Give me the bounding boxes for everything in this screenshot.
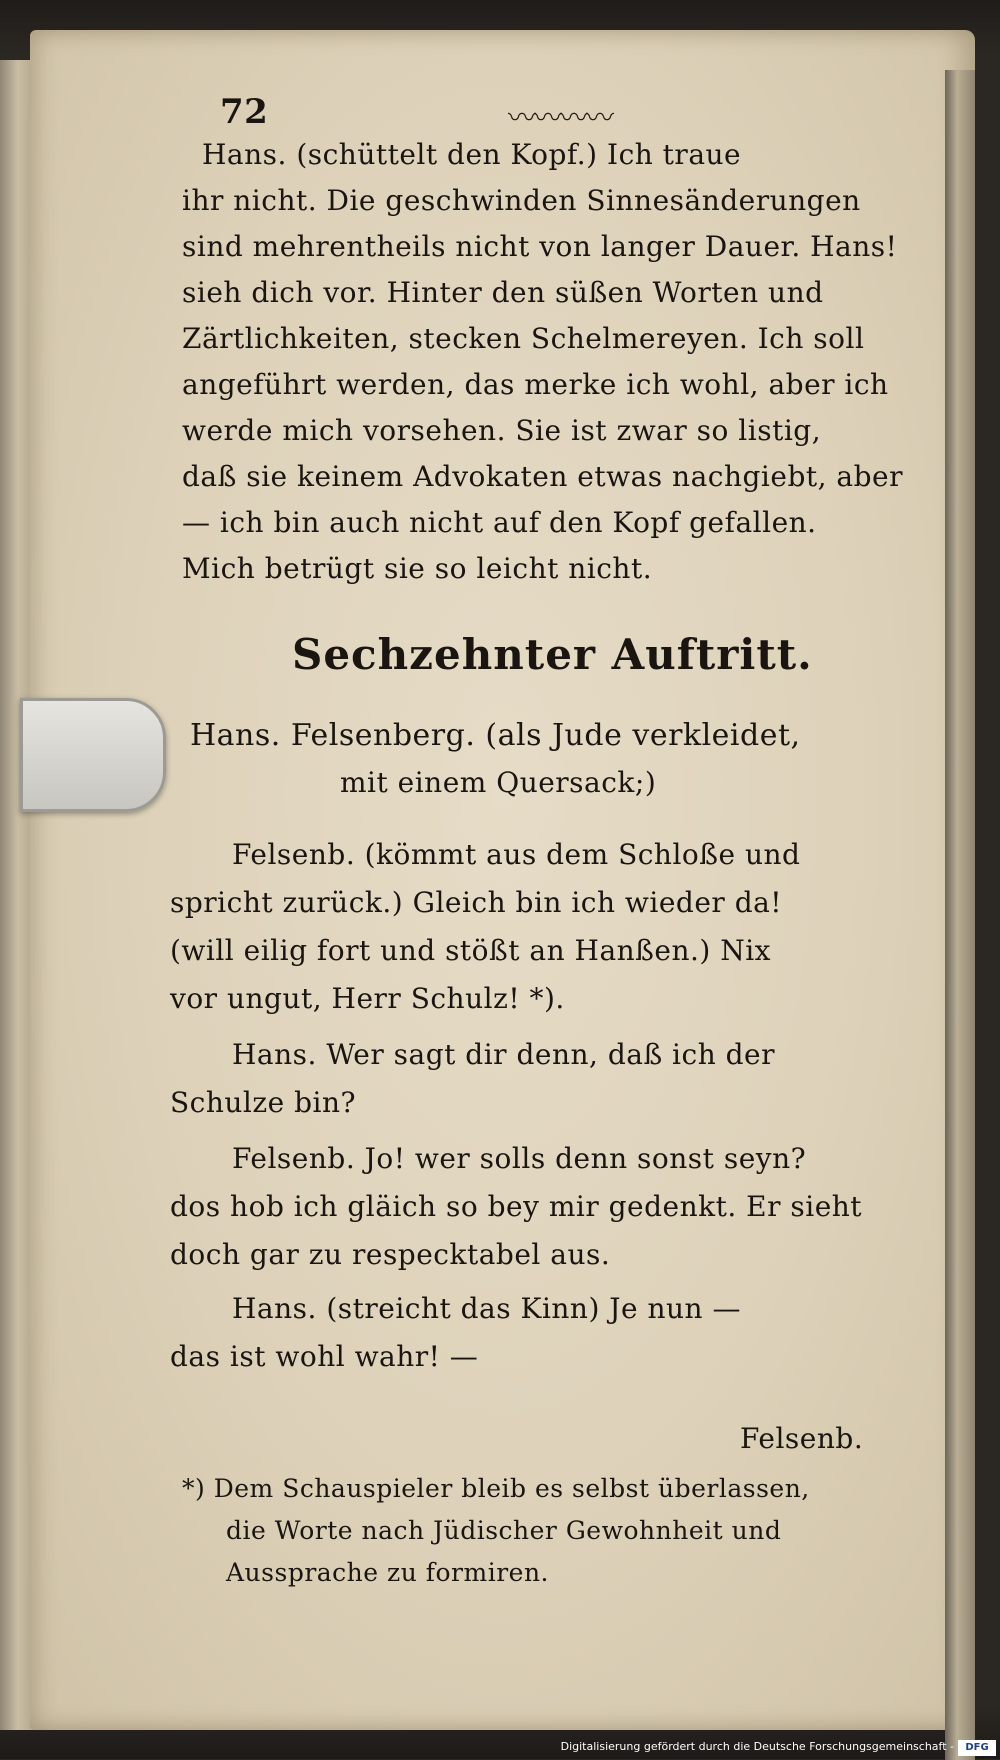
dfg-logo: DFG [958,1740,996,1756]
dialogue-line: (will eilig fort und stößt an Hanßen.) Nix [170,934,771,967]
digitization-credit: Digitalisierung gefördert durch die Deutsche Forschungsgemeinschaft - [560,1740,954,1753]
dialogue-line: Hans. Wer sagt dir denn, daß ich der [232,1038,775,1071]
bookmark-tab [20,698,166,812]
body-line: Hans. (schüttelt den Kopf.) Ich traue [202,138,742,171]
footnote-line: die Worte nach Jüdischer Gewohnheit und [226,1516,782,1545]
cast-line: Hans. Felsenberg. (als Jude verkleidet, [190,718,801,753]
dialogue-line: Hans. (streicht das Kinn) Je nun — [232,1292,741,1325]
body-line: ihr nicht. Die geschwinden Sinnesänderungen [182,184,861,217]
footnote-line: Aussprache zu formiren. [226,1558,549,1587]
footnote-line: *) Dem Schauspieler bleib es selbst überlassen, [182,1474,810,1503]
body-line: Mich betrügt sie so leicht nicht. [182,552,653,585]
page-gutter-shadow [945,70,975,1760]
dialogue-line: doch gar zu respecktabel aus. [170,1238,611,1271]
catchword: Felsenb. [740,1422,864,1455]
dialogue-line: Felsenb. Jo! wer solls denn sonst seyn? [232,1142,807,1175]
body-line: daß sie keinem Advokaten etwas nachgiebt, aber [182,460,903,493]
cast-line: mit einem Quersack;) [340,766,657,799]
dialogue-line: das ist wohl wahr! — [170,1340,479,1373]
header-ornament: 〰〰〰〰 [508,101,613,134]
dialogue-line: dos hob ich gläich so bey mir gedenkt. Er sieht [170,1190,863,1223]
body-line: werde mich vorsehen. Sie ist zwar so listig, [182,414,822,447]
dialogue-line: Felsenb. (kömmt aus dem Schloße und [232,838,801,871]
dialogue-line: vor ungut, Herr Schulz! *). [170,982,565,1015]
body-line: sind mehrentheils nicht von langer Dauer. Hans! [182,230,898,263]
scene-heading: Sechzehnter Auftritt. [292,630,813,679]
book-page [30,30,975,1730]
body-line: Zärtlichkeiten, stecken Schelmereyen. Ich soll [182,322,865,355]
page-number: 72 [220,92,269,132]
body-line: sieh dich vor. Hinter den süßen Worten und [182,276,824,309]
body-line: angeführt werden, das merke ich wohl, aber ich [182,368,889,401]
dialogue-line: spricht zurück.) Gleich bin ich wieder da! [170,886,783,919]
dialogue-line: Schulze bin? [170,1086,357,1119]
body-line: — ich bin auch nicht auf den Kopf gefallen. [182,506,817,539]
